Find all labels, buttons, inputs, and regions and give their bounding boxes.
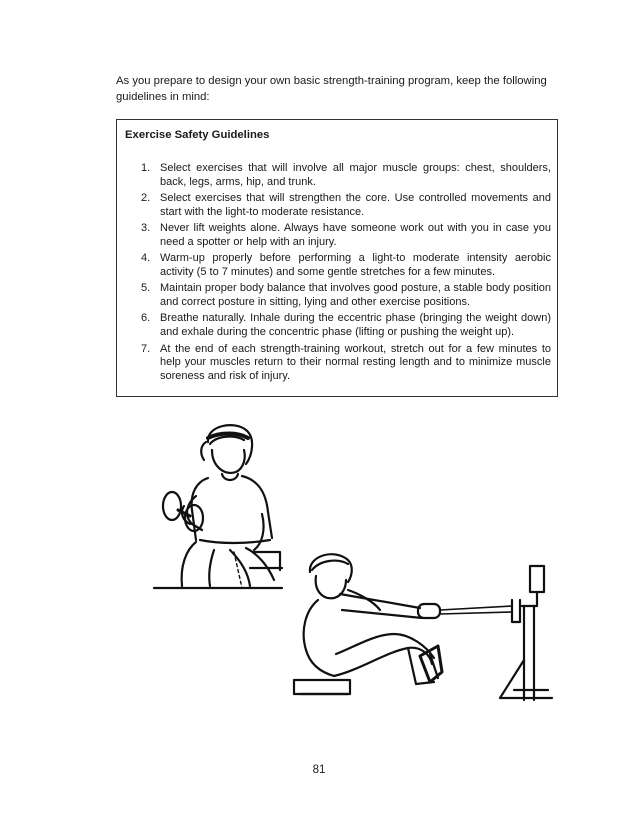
box-title: Exercise Safety Guidelines xyxy=(125,129,270,141)
list-item xyxy=(141,162,551,190)
item-text: Select exercises that will strengthen the core. Use controlled movements and start with the light-to moderate resistance. xyxy=(160,192,551,218)
page-number: 81 xyxy=(312,764,326,776)
guidelines-list xyxy=(141,162,551,386)
seated-cable-row-illustration xyxy=(290,550,560,715)
item-number: 7. xyxy=(141,342,151,355)
safety-guidelines-box xyxy=(116,119,558,397)
item-text: Breathe naturally. Inhale during the eccentric phase (bringing the weight down) and exhale during the concentric phase (lifting or pushing the weight up). xyxy=(160,312,551,339)
item-text: Select exercises that will involve all major muscle groups: chest, shoulders, back, legs, arms, hip, and trunk. xyxy=(160,162,551,188)
seated-dumbbell-curl-illustration xyxy=(150,420,285,592)
list-item xyxy=(141,252,551,280)
item-text: Maintain proper body balance that involves good posture, a stable body position and correct posture in sitting, lying and other exercise positions. xyxy=(160,282,551,309)
list-item xyxy=(141,312,551,340)
item-number: 4. xyxy=(141,252,151,265)
item-text: Warm-up properly before performing a light-to moderate intensity aerobic activity (5 to 7 minutes) and some gentle stretches for a few minutes. xyxy=(160,252,551,279)
item-number: 3. xyxy=(141,222,151,235)
list-item xyxy=(141,192,551,220)
item-number: 2. xyxy=(141,192,151,205)
list-item xyxy=(141,343,551,384)
item-text: At the end of each strength-training workout, stretch out for a few minutes to help your muscles return to their normal resting length and to minimize muscle soreness and risk of injury. xyxy=(160,342,551,383)
list-item xyxy=(141,222,551,250)
item-number: 1. xyxy=(141,162,151,174)
list-item xyxy=(141,282,551,310)
item-text: Never lift weights alone. Always have someone work out with you in case you need a spotter or help with an injury. xyxy=(160,222,551,248)
item-number: 5. xyxy=(141,282,151,295)
item-number: 6. xyxy=(141,312,151,325)
intro-paragraph: As you prepare to design your own basic strength-training program, keep the following guidelines in mind: xyxy=(116,75,547,103)
